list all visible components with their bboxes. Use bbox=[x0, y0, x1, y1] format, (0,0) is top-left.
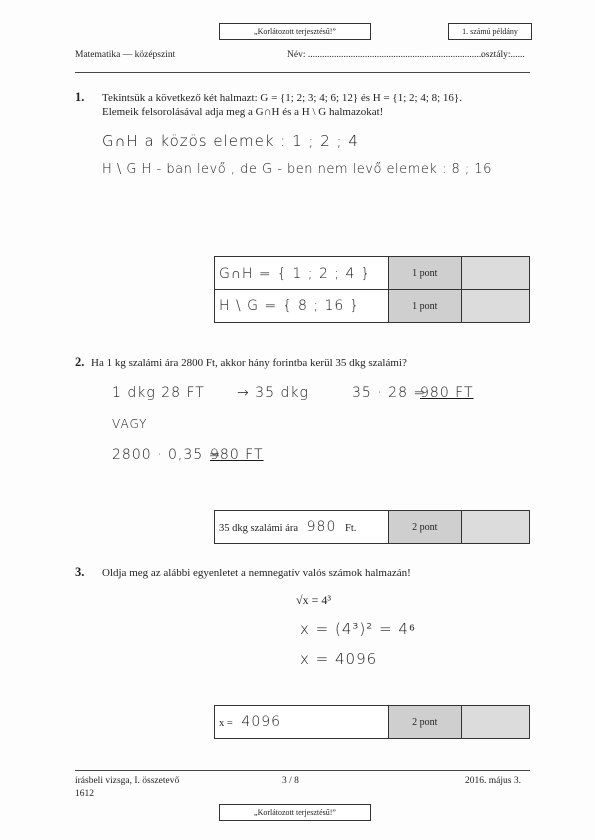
q2-number: 2. bbox=[75, 355, 85, 369]
copy-number-box: 1. számú példány bbox=[448, 23, 532, 40]
q3-number: 3. bbox=[75, 565, 85, 579]
q1-points-2: 1 pont bbox=[388, 290, 461, 323]
q1-score-cell-2 bbox=[461, 290, 529, 323]
q2-score-cell bbox=[461, 511, 529, 544]
q2-handwriting-calc2: 2800 · 0,35 = bbox=[112, 447, 222, 463]
q2-answer-cell[interactable] bbox=[215, 511, 389, 544]
q2-handwriting-arrow: → 35 dkg bbox=[237, 385, 309, 401]
q2-handwriting-calc: 35 · 28 = bbox=[352, 385, 427, 401]
q1-answer-table bbox=[214, 256, 530, 323]
q3-handwriting-step1: x = (4³)² = 4⁶ bbox=[300, 620, 417, 638]
q1-points-1: 1 pont bbox=[388, 257, 461, 290]
q3-answer-label: x = bbox=[219, 718, 233, 729]
q3-answer-table bbox=[214, 705, 530, 739]
footer-date: 2016. május 3. bbox=[465, 776, 521, 786]
q2-handwriting-result: 980 FT bbox=[420, 385, 474, 401]
q2-handwriting-rate: 1 dkg 28 FT bbox=[112, 385, 205, 401]
footer-exam-code: 1612 bbox=[75, 789, 94, 799]
q3-points: 2 pont bbox=[388, 706, 461, 739]
q1-answer-row bbox=[215, 257, 530, 290]
q2-answer-prefix: 35 dkg szalámi ára bbox=[219, 523, 299, 534]
q1-answer-row bbox=[215, 290, 530, 323]
footer-page-number: 3 / 8 bbox=[282, 776, 299, 786]
q3-answer-row bbox=[215, 706, 530, 739]
q3-handwriting-step2: x = 4096 bbox=[300, 650, 378, 668]
q3-answer-value: 4096 bbox=[241, 714, 282, 730]
name-field[interactable]: Név: .......................................................................... bbox=[287, 50, 484, 60]
q2-answer-unit: Ft. bbox=[345, 523, 357, 534]
q1-number: 1. bbox=[75, 90, 85, 104]
footer-exam-label: írásbeli vizsga, I. összetevő bbox=[75, 776, 180, 786]
q3-text: Oldja meg az alábbi egyenletet a nemnegatív valós számok halmazán! bbox=[102, 567, 411, 579]
q1-score-cell-1 bbox=[461, 257, 529, 290]
header-rule bbox=[75, 72, 530, 73]
q2-text: Ha 1 kg szalámi ára 2800 Ft, akkor hány forintba kerül 35 dkg szalámi? bbox=[91, 357, 407, 369]
q1-answer-intersection[interactable]: G∩H = { 1 ; 2 ; 4 } bbox=[215, 257, 389, 290]
distribution-notice-bottom: „Korlátozott terjesztésű!” bbox=[219, 804, 371, 821]
q2-answer-row bbox=[215, 511, 530, 544]
q3-equation: √x = 4³ bbox=[296, 593, 331, 607]
q1-handwriting-line2: H \ G H - ban levő , de G - ben nem levő elemek : 8 ; 16 bbox=[102, 162, 492, 177]
q2-handwriting-result2: 980 FT bbox=[210, 447, 264, 463]
q2-points: 2 pont bbox=[388, 511, 461, 544]
q3-answer-cell[interactable] bbox=[215, 706, 389, 739]
q3-score-cell bbox=[461, 706, 529, 739]
footer-rule bbox=[75, 770, 530, 771]
q1-text-line2: Elemeik felsorolásával adja meg a G∩H és a H \ G halmazokat! bbox=[102, 106, 384, 118]
q1-answer-difference[interactable]: H \ G = { 8 ; 16 } bbox=[215, 290, 389, 323]
q2-answer-value: 980 bbox=[306, 519, 337, 535]
class-field[interactable]: osztály:...... bbox=[481, 50, 525, 60]
q1-handwriting-line1: G∩H a közös elemek : 1 ; 2 ; 4 bbox=[102, 132, 359, 150]
q2-answer-table bbox=[214, 510, 530, 544]
q1-text-line1: Tekintsük a következő két halmazt: G = {1; 2; 3; 4; 6; 12} és H = {1; 2; 4; 8; 16}. bbox=[102, 92, 462, 104]
distribution-notice-top: „Korlátozott terjesztésű!” bbox=[219, 23, 371, 40]
q2-handwriting-or: VAGY bbox=[112, 417, 148, 431]
subject-label: Matematika — középszint bbox=[75, 50, 176, 60]
